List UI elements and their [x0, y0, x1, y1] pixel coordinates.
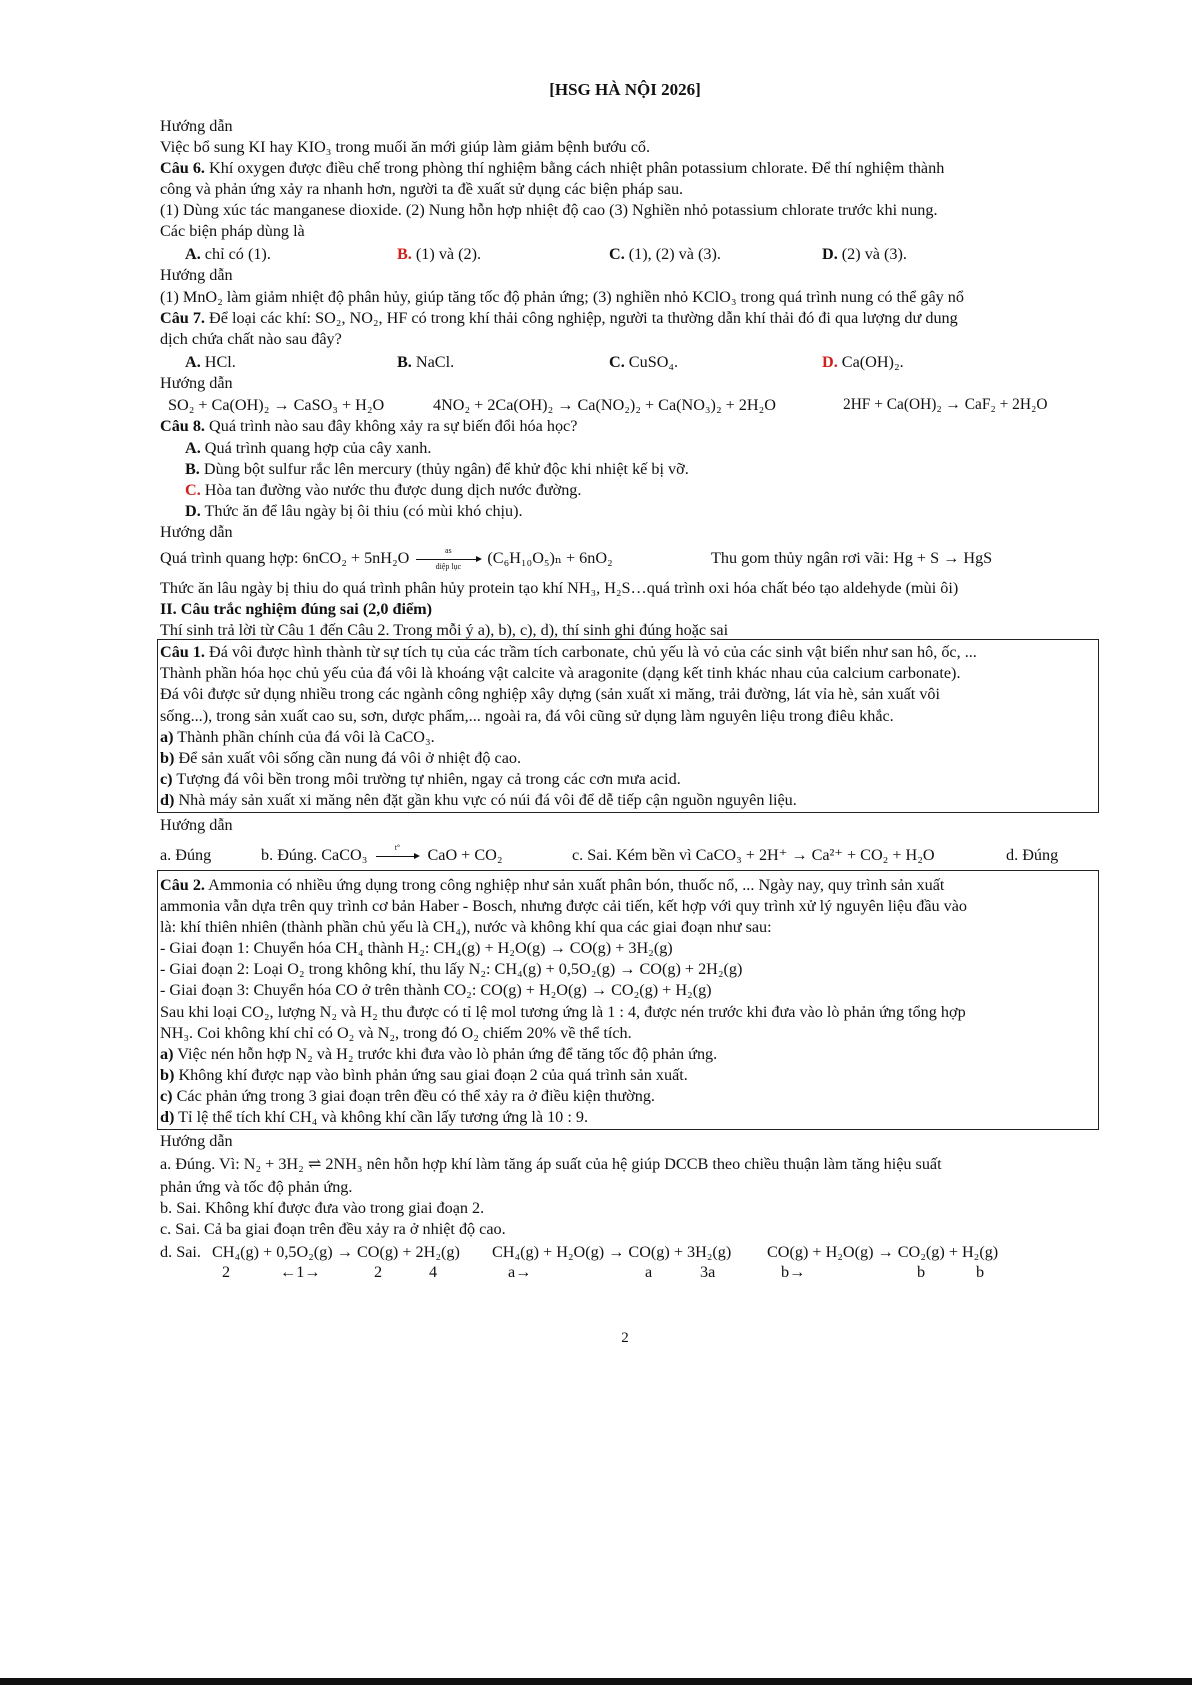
question-text: Các biện pháp dùng là: [160, 222, 305, 240]
question-text: NH₃. Coi không khí chỉ có O₂ và N₂, trong đó O₂ chiếm 20% về thể tích.: [160, 1024, 632, 1042]
bottom-bar: [0, 1678, 1192, 1685]
statement-d: d) Nhà máy sản xuất xi măng nên đặt gần khu vực có núi đá vôi để dễ tiếp cận nguồn nguyên liệu.: [160, 791, 797, 809]
option-a: A. Quá trình quang hợp của cây xanh.: [185, 439, 432, 457]
option-c-correct: C. Hòa tan đường vào nước thu được dung dịch nước đường.: [185, 481, 582, 499]
answer-a-cont: phản ứng và tốc độ phản ứng.: [160, 1178, 353, 1196]
answer-b: b. Sai. Không khí được đưa vào trong giai đoạn 2.: [160, 1199, 485, 1217]
guide-text: Thức ăn lâu ngày bị thiu do quá trình phân hủy protein tạo khí NH₃, H₂S…quá trình oxi hóa chất béo tạo aldehyde (mùi ôi): [160, 579, 959, 597]
stage-2: - Giai đoạn 2: Loại O₂ trong không khí, thu lấy N₂: CH₄(g) + 0,5O₂(g) → CO(g) + 2H₂(g): [160, 960, 743, 978]
guide-text: (1) MnO₂ làm giảm nhiệt độ phân hủy, giúp tăng tốc độ phản ứng; (3) nghiền nhỏ KClO₃ trong quá trình nung có thể gây nổ: [160, 288, 964, 306]
statement-a: a) Thành phần chính của đá vôi là CaCO₃.: [160, 728, 435, 746]
option-a: A. HCl.: [185, 353, 236, 371]
mol-label: b: [917, 1263, 926, 1281]
tf-question-2-stem: Câu 2. Ammonia có nhiều ứng dụng trong công nghiệp như sản xuất phân bón, thuốc nổ, ... Ngày nay, quy trình sản xuất: [160, 876, 945, 894]
equation: CH₄(g) + 0,5O₂(g) → CO(g) + 2H₂(g): [212, 1243, 460, 1261]
page-number: 2: [621, 1330, 629, 1346]
mol-label: 3a: [700, 1263, 716, 1281]
guide-label: Hướng dẫn: [160, 816, 233, 834]
statement-b: b) Không khí được nạp vào bình phản ứng sau giai đoạn 2 của quá trình sản xuất.: [160, 1066, 688, 1084]
mol-label: ←1→: [280, 1263, 321, 1281]
answer-c: c. Sai. Cả ba giai đoạn trên đều xảy ra ở nhiệt độ cao.: [160, 1220, 506, 1238]
option-a: A. chỉ có (1).: [185, 245, 271, 263]
answer-d: d. Sai.: [160, 1243, 201, 1261]
answer-a: a. Đúng. Vì: N₂ + 3H₂ ⇌ 2NH₃ nên hỗn hợp khí làm tăng áp suất của hệ giúp DCCB theo chiều thuận làm tăng hiệu suất: [160, 1155, 942, 1173]
mol-label: b→: [781, 1263, 806, 1281]
tf-question-1-stem: Câu 1. Đá vôi được hình thành từ sự tích tụ của các trầm tích carbonate, chủ yếu là vỏ của các sinh vật biển như san hô, ốc, ...: [160, 643, 977, 661]
equation: 2HF + Ca(OH)₂ → CaF₂ + 2H₂O: [843, 396, 1048, 413]
option-b-correct: B. (1) và (2).: [397, 245, 482, 263]
question-text: là: khí thiên nhiên (thành phần chủ yếu là CH₄), nước và không khí qua các giai đoạn như sau:: [160, 918, 772, 936]
statement-b: b) Để sản xuất vôi sống cần nung đá vôi ở nhiệt độ cao.: [160, 749, 522, 767]
question-text: Thành phần hóa học chủ yếu của đá vôi là khoáng vật calcite và aragonite (dạng kết tinh khác nhau của calcium carbonate).: [160, 664, 961, 682]
statement-d: d) Tỉ lệ thể tích khí CH₄ và không khí cần lấy tương ứng là 10 : 9.: [160, 1108, 589, 1126]
question-8-stem: Câu 8. Quá trình nào sau đây không xảy ra sự biến đổi hóa học?: [160, 417, 578, 435]
mol-label: 2: [222, 1263, 231, 1281]
mol-label: a: [645, 1263, 653, 1281]
guide-label: Hướng dẫn: [160, 374, 233, 392]
question-text: Sau khi loại CO₂, lượng N₂ và H₂ thu được có tỉ lệ mol tương ứng là 1 : 4, được nén trước khi đưa vào lò phản ứng tổng hợp: [160, 1003, 966, 1021]
statement-c: c) Các phản ứng trong 3 giai đoạn trên đều có thể xảy ra ở điều kiện thường.: [160, 1087, 655, 1105]
option-b: B. NaCl.: [397, 353, 455, 371]
equation: SO₂ + Ca(OH)₂ → CaSO₃ + H₂O: [168, 396, 385, 414]
question-text: Khí oxygen được điều chế trong phòng thí nghiệm bằng cách nhiệt phân potassium chlorate. Để thí nghiệm thành: [209, 159, 945, 177]
question-text: (1) Dùng xúc tác manganese dioxide. (2) Nung hỗn hợp nhiệt độ cao (3) Nghiền nhỏ potassium chlorate trước khi nung.: [160, 201, 938, 219]
page-title: [HSG HÀ NỘI 2026]: [549, 80, 701, 99]
guide-label: Hướng dẫn: [160, 117, 233, 135]
mercury-equation: Thu gom thủy ngân rơi vãi: Hg + S → HgS: [711, 549, 993, 567]
question-label: Câu 6.: [160, 159, 205, 177]
answer-d: d. Đúng: [1006, 846, 1059, 864]
guide-label: Hướng dẫn: [160, 523, 233, 541]
equation: 4NO₂ + 2Ca(OH)₂ → Ca(NO₂)₂ + Ca(NO₃)₂ + 2H₂O: [433, 396, 776, 414]
question-text: ammonia vẫn dựa trên quy trình cơ bản Haber - Bosch, nhưng được cải tiến, kết hợp với quy trình xử lý nguyên liệu đầu vào: [160, 897, 968, 915]
question-text: dịch chứa chất nào sau đây?: [160, 330, 342, 348]
statement-a: a) Việc nén hỗn hợp N₂ và H₂ trước khi đưa vào lò phản ứng để tăng tốc độ phản ứng.: [160, 1045, 718, 1063]
question-7-stem: Câu 7. Để loại các khí: SO₂, NO₂, HF có trong khí thải công nghiệp, người ta thường dẫn khí thải đó đi qua lượng dư dung: [160, 309, 958, 327]
answer-c: c. Sai. Kém bền vì CaCO₃ + 2H⁺ → Ca²⁺ + CO₂ + H₂O: [572, 846, 935, 864]
section-instruction: Thí sinh trả lời từ Câu 1 đến Câu 2. Trong mỗi ý a), b), c), d), thí sinh ghi đúng hoặc sai: [160, 621, 729, 639]
question-text: công và phản ứng xảy ra nhanh hơn, người ta đề xuất sử dụng các biện pháp sau.: [160, 180, 684, 198]
mol-label: 4: [429, 1263, 438, 1281]
option-d-correct: D. Ca(OH)₂.: [822, 353, 904, 371]
question-6-stem: [160, 158, 944, 178]
question-text: Đá vôi được sử dụng nhiều trong các ngành công nghiệp xây dựng (sản xuất xi măng, trải đường, lát vỉa hè, sản xuất vôi: [160, 685, 941, 703]
mol-label: a→: [508, 1263, 532, 1281]
answer-a: a. Đúng: [160, 846, 212, 864]
reaction-arrow: t°: [371, 845, 423, 865]
stage-3: - Giai đoạn 3: Chuyển hóa CO ở trên thành CO₂: CO(g) + H₂O(g) → CO₂(g) + H₂(g): [160, 981, 712, 999]
option-b: B. Dùng bột sulfur rắc lên mercury (thủy ngân) để khử độc khi nhiệt kế bị vỡ.: [185, 460, 689, 478]
option-c: C. (1), (2) và (3).: [609, 245, 721, 263]
option-c: C. CuSO₄.: [609, 353, 679, 371]
stage-1: - Giai đoạn 1: Chuyển hóa CH₄ thành H₂: CH₄(g) + H₂O(g) → CO(g) + 3H₂(g): [160, 939, 673, 957]
equation: CO(g) + H₂O(g) → CO₂(g) + H₂(g): [767, 1243, 999, 1261]
mol-label: b: [976, 1263, 985, 1281]
option-d: D. Thức ăn để lâu ngày bị ôi thiu (có mùi khó chịu).: [185, 502, 523, 520]
statement-c: c) Tượng đá vôi bền trong môi trường tự nhiên, ngay cả trong các cơn mưa acid.: [160, 770, 681, 788]
guide-label: Hướng dẫn: [160, 266, 233, 284]
answer-b: b. Đúng. CaCO₃ t° CaO + CO₂: [261, 843, 503, 864]
question-text: sống...), trong sản xuất cao su, sơn, dược phẩm,... ngoài ra, đá vôi cũng sử dụng làm nguyên liệu trong điêu khắc.: [160, 707, 894, 725]
guide-text: Việc bổ sung KI hay KIO₃ trong muối ăn mới giúp làm giảm bệnh bướu cổ.: [160, 138, 651, 156]
option-d: D. (2) và (3).: [822, 245, 907, 263]
reaction-arrow: as diệp lục: [413, 548, 483, 568]
section-title: II. Câu trắc nghiệm đúng sai (2,0 điểm): [160, 600, 433, 618]
mol-label: 2: [374, 1263, 383, 1281]
equation: CH₄(g) + H₂O(g) → CO(g) + 3H₂(g): [492, 1243, 732, 1261]
guide-label: Hướng dẫn: [160, 1132, 233, 1150]
photosynthesis-equation: Quá trình quang hợp: 6nCO₂ + 5nH₂O as diệp lục (C₆H₁₀O₅)ₙ + 6nO₂: [160, 546, 613, 571]
